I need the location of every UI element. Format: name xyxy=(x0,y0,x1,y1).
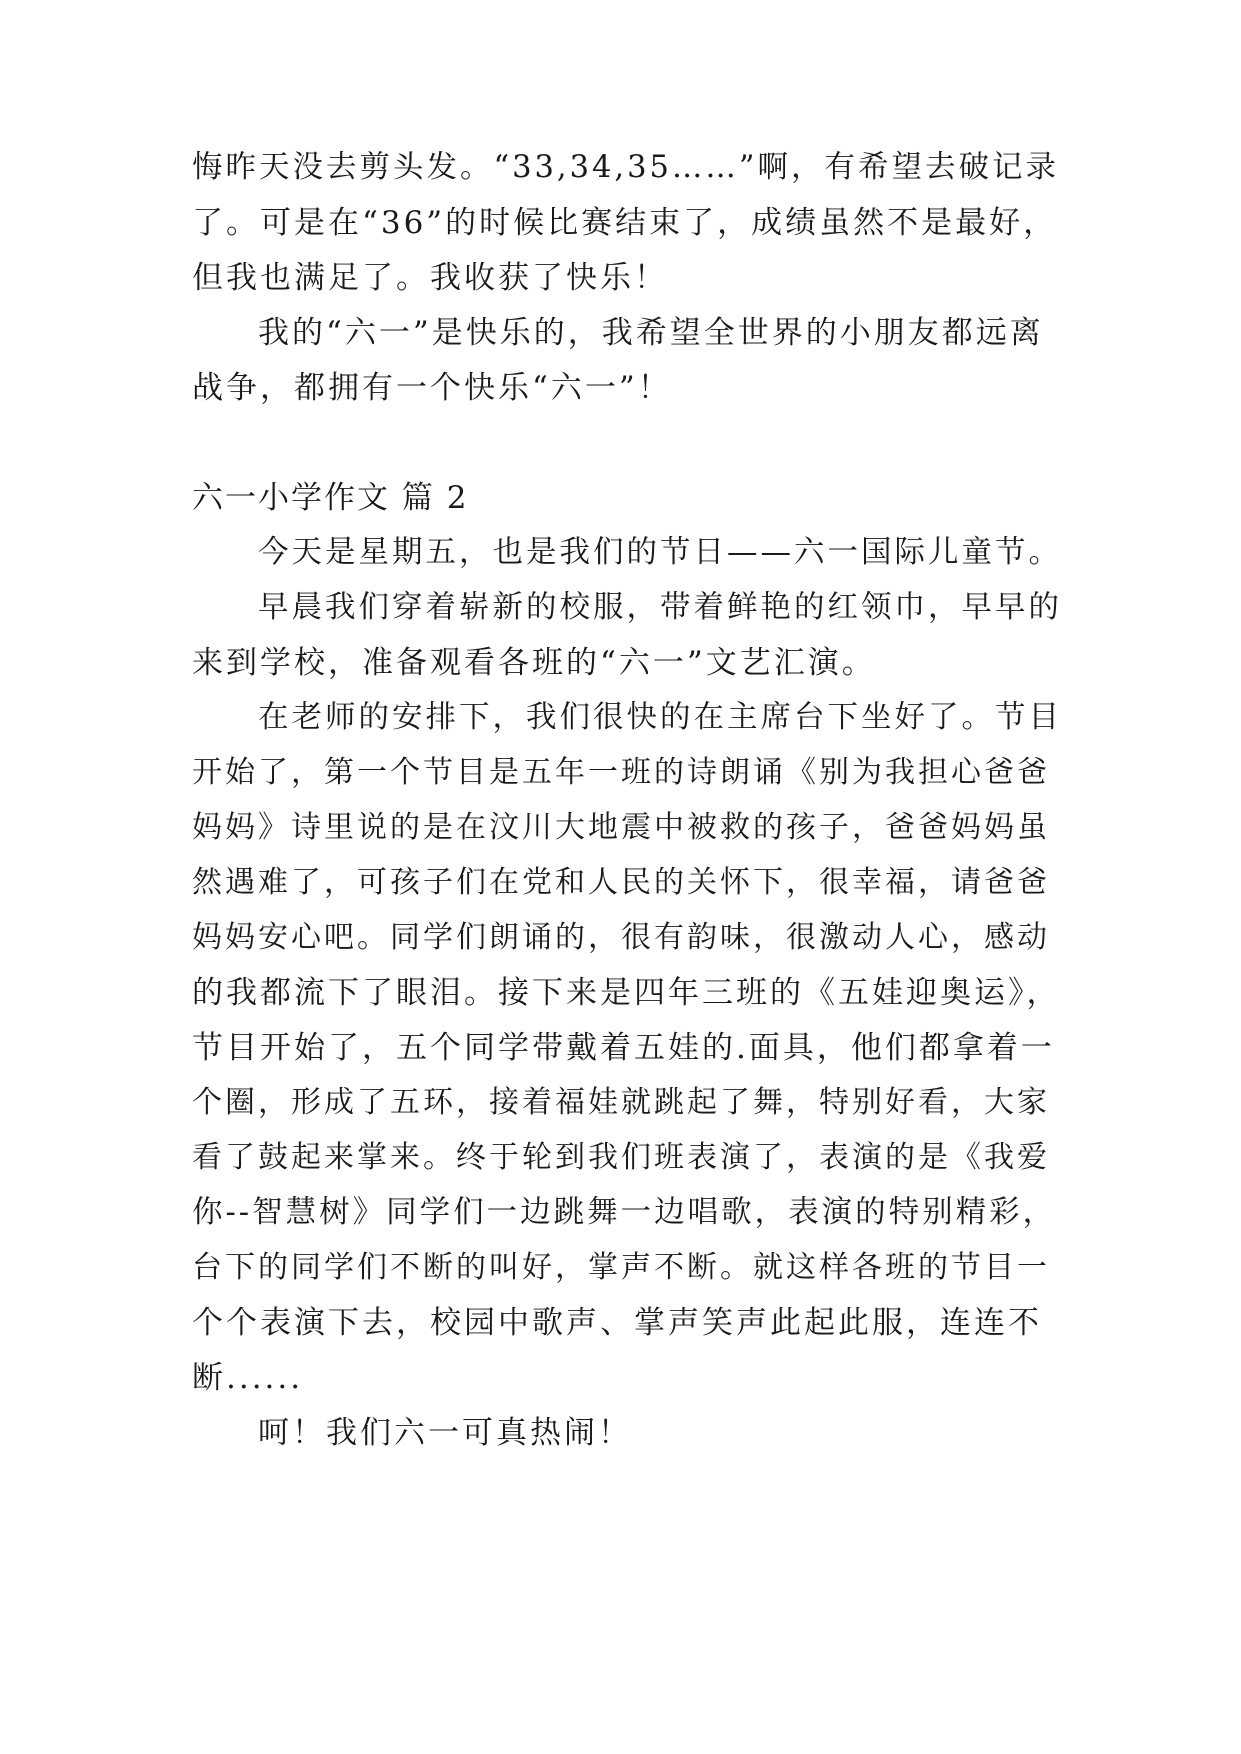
paragraph-first-line: 我的“六一”是快乐的，我希望全世界的小朋友都远离 xyxy=(258,315,1044,351)
section-heading: 六一小学作文 篇 2 xyxy=(192,480,469,516)
paragraph-first-line: 呵！我们六一可真热闹！ xyxy=(258,1415,632,1451)
text-line: 你--智慧树》同学们一边跳舞一边唱歌，表演的特别精彩， xyxy=(192,1195,1057,1230)
text-line: 妈妈》诗里说的是在汶川大地震中被救的孩子，爸爸妈妈虽 xyxy=(192,810,1050,845)
text-line: 个圈，形成了五环，接着福娃就跳起了舞，特别好看，大家 xyxy=(192,1085,1050,1120)
text-line: 战争，都拥有一个快乐“六一”！ xyxy=(192,370,672,406)
text-line: 妈妈安心吧。同学们朗诵的，很有韵味，很激动人心，感动 xyxy=(192,920,1050,955)
text-line: 台下的同学们不断的叫好，掌声不断。就这样各班的节目一 xyxy=(192,1250,1050,1285)
text-line: 悔昨天没去剪头发。“33,34,35……”啊，有希望去破记录 xyxy=(192,150,1060,185)
text-line: 然遇难了，可孩子们在党和人民的关怀下，很幸福，请爸爸 xyxy=(192,865,1050,900)
text-line: 节目开始了，五个同学带戴着五娃的.面具，他们都拿着一 xyxy=(192,1030,1055,1066)
paragraph-first-line: 在老师的安排下，我们很快的在主席台下坐好了。节目 xyxy=(258,700,1062,735)
paragraph-first-line: 早晨我们穿着崭新的校服，带着鲜艳的红领巾，早早的 xyxy=(258,590,1062,625)
paragraph-first-line: 今天是星期五，也是我们的节日——六一国际儿童节。 xyxy=(258,535,1062,570)
text-line: 个个表演下去，校园中歌声、掌声笑声此起此服，连连不 xyxy=(192,1305,1042,1341)
text-line: 的我都流下了眼泪。接下来是四年三班的《五娃迎奥运》， xyxy=(192,975,1061,1011)
text-line: 开始了，第一个节目是五年一班的诗朗诵《别为我担心爸爸 xyxy=(192,755,1050,790)
text-line: 断...... xyxy=(192,1360,304,1396)
document-page xyxy=(192,0,1062,1754)
text-line: 但我也满足了。我收获了快乐！ xyxy=(192,260,668,296)
text-line: 看了鼓起来掌来。终于轮到我们班表演了，表演的是《我爱 xyxy=(192,1140,1050,1175)
text-line: 了。可是在“36”的时候比赛结束了，成绩虽然不是最好， xyxy=(192,205,1058,241)
text-line: 来到学校，准备观看各班的“六一”文艺汇演。 xyxy=(192,645,876,681)
